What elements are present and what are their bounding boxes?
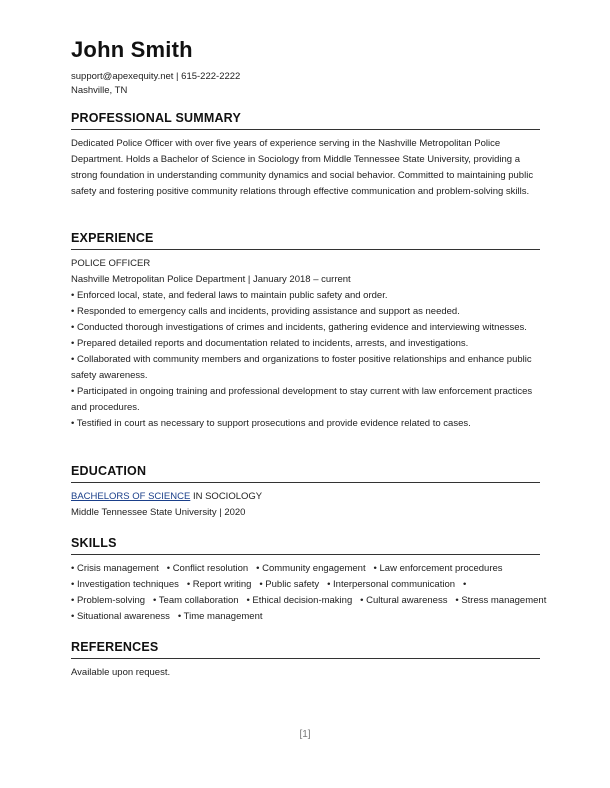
summary-heading: PROFESSIONAL SUMMARY	[71, 111, 540, 130]
skills-row	[71, 609, 541, 625]
skill-item: • Public safety	[259, 579, 320, 590]
education-heading: EDUCATION	[71, 464, 540, 483]
school-line: Middle Tennessee State University | 2020	[71, 507, 246, 518]
skill-item: • Interpersonal communication	[327, 579, 456, 590]
experience-body	[71, 256, 540, 432]
experience-bullet: • Responded to emergency calls and incidents, providing assistance and support as needed.	[71, 306, 460, 317]
skill-item: • Cultural awareness	[360, 595, 448, 606]
degree-field: IN SOCIOLOGY	[190, 491, 263, 502]
contact-location: Nashville, TN	[71, 85, 128, 96]
experience-bullet: • Prepared detailed reports and documentation related to incidents, arrests, and investigations.	[71, 338, 469, 349]
experience-bullet: • Testified in court as necessary to support prosecutions and provide evidence related to cases.	[71, 418, 471, 429]
skill-item: • Report writing	[186, 579, 252, 590]
skills-row	[71, 593, 547, 609]
contact-info	[71, 70, 240, 98]
skill-item: • Problem-solving	[71, 595, 146, 606]
summary-text: Dedicated Police Officer with over five years of experience serving in the Nashville Metropolitan Police Department. Holds a Bachelor of Science in Sociology from Middle Tennessee State University, providing a strong foundation in understanding community dynamics and social behavior. Committed to maintaining public safety and fostering positive community relations through effective communication and problem-solving skills.	[71, 138, 534, 197]
skill-bullet-trailing: •	[462, 579, 467, 590]
skill-item: • Situational awareness	[71, 611, 170, 622]
experience-bullet: • Enforced local, state, and federal laws to maintain public safety and order.	[71, 290, 388, 301]
experience-bullet: • Conducted thorough investigations of crimes and incidents, gathering evidence and interviewing witnesses.	[71, 322, 527, 333]
experience-bullet: • Collaborated with community members and organizations to foster positive relationships and enhance public safety awareness.	[71, 354, 532, 381]
references-text: Available upon request.	[71, 667, 171, 678]
skill-item: • Conflict resolution	[166, 563, 249, 574]
contact-email-phone: support@apexequity.net | 615-222-2222	[71, 71, 241, 82]
experience-heading: EXPERIENCE	[71, 231, 540, 250]
skill-item: • Team collaboration	[153, 595, 239, 606]
skills-list	[71, 561, 547, 625]
candidate-name: John Smith	[71, 37, 193, 62]
references-heading: REFERENCES	[71, 640, 540, 659]
skill-item: • Ethical decision-making	[246, 595, 353, 606]
employer-line: Nashville Metropolitan Police Department | January 2018 – current	[71, 274, 351, 285]
degree-link[interactable]: BACHELORS OF SCIENCE	[71, 491, 191, 502]
skill-item: • Community engagement	[256, 563, 366, 574]
degree-line	[71, 489, 540, 505]
skill-item: • Law enforcement procedures	[373, 563, 503, 574]
skills-row	[71, 577, 541, 593]
skills-row	[71, 561, 541, 577]
skills-heading: SKILLS	[71, 536, 540, 555]
skill-item: • Investigation techniques	[71, 579, 179, 590]
skill-item: • Stress management	[455, 595, 547, 606]
page-number: [1]	[299, 729, 311, 740]
experience-bullet: • Participated in ongoing training and professional development to stay current with law enforcement practices and procedures.	[71, 386, 533, 413]
job-title: POLICE OFFICER	[71, 258, 151, 269]
skill-item: • Time management	[177, 611, 263, 622]
education-body	[71, 489, 540, 521]
skill-item: • Crisis management	[71, 563, 159, 574]
